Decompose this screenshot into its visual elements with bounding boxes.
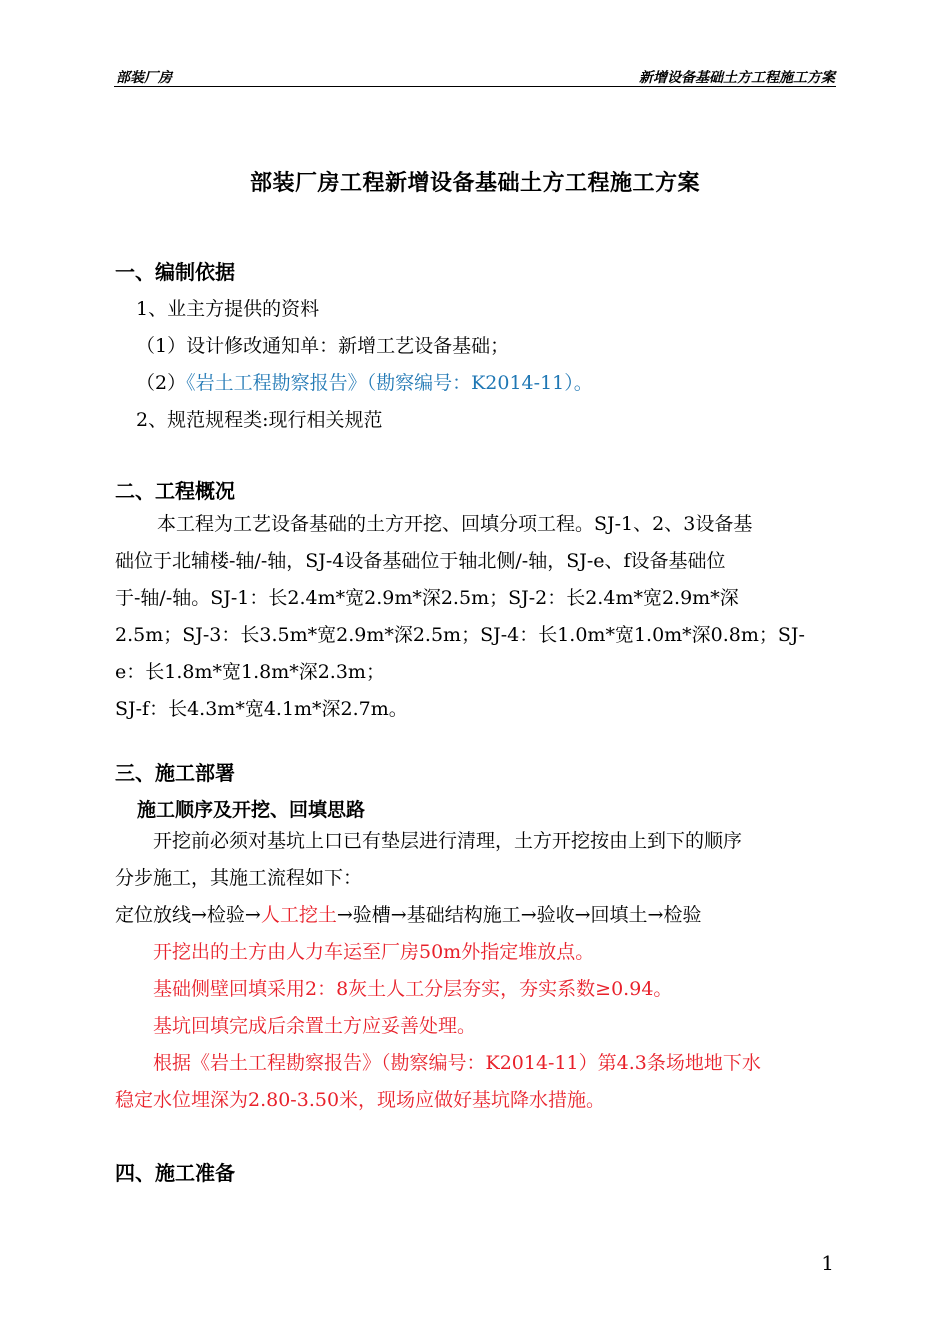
page-number: 1 (821, 1251, 834, 1275)
s1-item-1: 1、业主方提供的资料 (136, 298, 320, 320)
header-right: 新增设备基础土方工程施工方案 (639, 70, 835, 86)
section-1-heading: 一、编制依据 (115, 260, 235, 284)
header-left: 部装厂房 (116, 70, 172, 86)
s1-item-2: 2、规范规程类:现行相关规范 (136, 409, 383, 431)
section-2-heading: 二、工程概况 (115, 479, 235, 503)
s3-subheading: 施工顺序及开挖、回填思路 (137, 799, 366, 821)
s3-red-4a: 根据《岩土工程勘察报告》（勘察编号：K2014-11）第4.3条场地地下水 (153, 1052, 761, 1074)
s3-red-3: 基坑回填完成后余置土方应妥善处理。 (153, 1015, 477, 1037)
s1-sub-2-prefix: （2） (136, 372, 187, 394)
s3-red-2: 基础侧壁回填采用2：8灰土人工分层夯实，夯实系数≥0.94。 (153, 978, 673, 1000)
s1-sub-2-reference: 《岩土工程勘察报告》（勘察编号：K2014-11）。 (186, 372, 593, 394)
s3-flow (115, 897, 837, 934)
s3-red-4b: 稳定水位埋深为2.80-3.50米，现场应做好基坑降水措施。 (115, 1089, 606, 1111)
section-3-heading: 三、施工部署 (115, 761, 235, 785)
header-divider (114, 86, 836, 87)
s3-flow-highlight: 人工挖土 (260, 904, 337, 926)
s2-line-6: SJ-f：长4.3m*宽4.1m*深2.7m。 (115, 698, 408, 720)
s3-red-1: 开挖出的土方由人力车运至厂房50m外指定堆放点。 (153, 941, 595, 963)
s2-body (115, 506, 837, 728)
s1-sub-1: （1）设计修改通知单：新增工艺设备基础； (136, 335, 510, 357)
s2-line-5: e：长1.8m*宽1.8m*深2.3m； (115, 661, 385, 683)
s2-line-2: 础位于北辅楼-轴/-轴，SJ-4设备基础位于轴北侧/-轴，SJ-e、f设备基础位 (115, 550, 726, 572)
s2-line-3: 于-轴/-轴。SJ-1：长2.4m*宽2.9m*深2.5m；SJ-2：长2.4m*宽2.9m*深 (115, 587, 739, 609)
s1-sub-2 (136, 368, 593, 395)
s3-line-1: 开挖前必须对基坑上口已有垫层进行清理，土方开挖按由上到下的顺序 (153, 830, 743, 852)
s2-line-1: 本工程为工艺设备基础的土方开挖、回填分项工程。SJ-1、2、3设备基 (157, 513, 753, 535)
s3-line-2: 分步施工，其施工流程如下： (115, 867, 363, 889)
document-title: 部装厂房工程新增设备基础土方工程施工方案 (249, 170, 700, 196)
s3-flow-a: 定位放线→检验→ (115, 904, 261, 926)
s3-flow-c: →验槽→基础结构施工→验收→回填土→检验 (336, 904, 702, 926)
s2-line-4: 2.5m；SJ-3：长3.5m*宽2.9m*深2.5m；SJ-4：长1.0m*宽1.0m*深0.8m；SJ- (115, 624, 805, 646)
section-4-heading: 四、施工准备 (115, 1161, 235, 1185)
s3-body (115, 823, 837, 1119)
